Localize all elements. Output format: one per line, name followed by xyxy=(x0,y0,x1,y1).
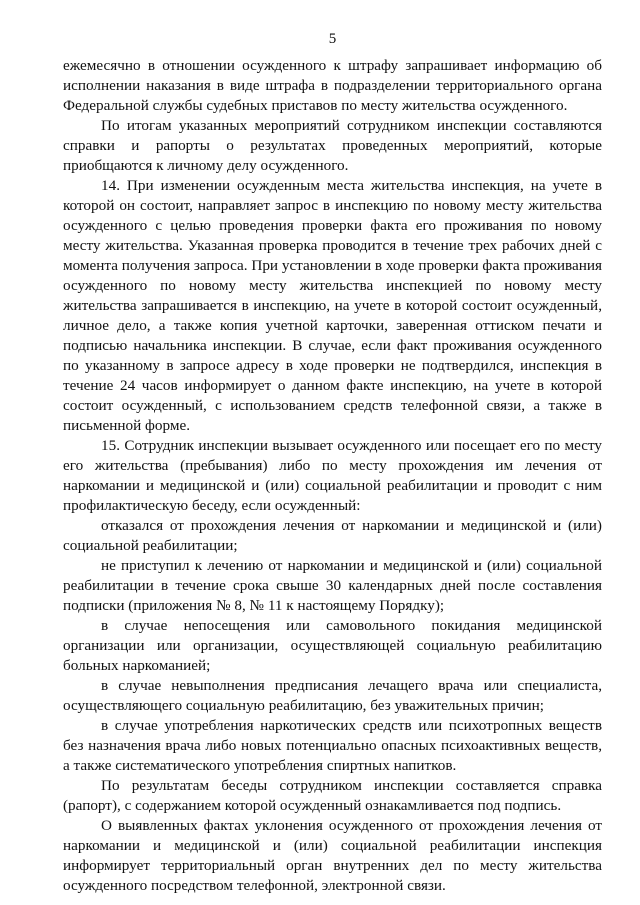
list-item-left-organization: в случае непосещения или самовольного покидания медицинской организации или организации, осуществляющей социальную реабилитацию больных наркоманией; xyxy=(63,617,602,674)
page-number: 5 xyxy=(328,31,337,47)
paragraph-fine-continuation: ежемесячно в отношении осужденного к штрафу запрашивает информацию об исполнении наказания в виде штрафа в подразделении территориального органа Федеральной службы судебных приставов по месту жительства осужденного. xyxy=(63,57,602,114)
paragraph-reports: По итогам указанных мероприятий сотрудником инспекции составляются справки и рапорты о результатах проведенных мероприятий, которые приобщаются к личному делу осужденного. xyxy=(63,117,602,174)
paragraph-conversation-report: По результатам беседы сотрудником инспекции составляется справка (рапорт), с содержанием которой осужденный ознакамливается под подпись. xyxy=(63,777,602,814)
paragraph-evasion-notice: О выявленных фактах уклонения осужденного от прохождения лечения от наркомании и медицинской и (или) социальной реабилитации инспекция информирует территориальный орган внутренних дел по месту жительства осужденного посредством телефонной, электронной связи. xyxy=(63,817,602,894)
paragraph-item-14: 14. При изменении осужденным места жительства инспекция, на учете в которой он состоит, направляет запрос в инспекцию по новому месту жительства осужденного с целью проведения проверки факта его проживания по новому месту жительства. Указанная проверка проводится в течение трех рабочих дней с момента получения запроса. При установлении в ходе проверки факта проживания осужденного по новому месту жительства инспекцией по новому месту жительства запрашивается в инспекцию, на учете в которой состоит осужденный, личное дело, а также копия учетной карточки, заверенная оттиском печати и подписью начальника инспекции. В случае, если факт проживания осужденного по указанному в запросе адресу в ходе проверки не подтвердился, инспекция в течение 24 часов информирует о данном факте инспекцию, на учете в которой состоит осужденный, с использованием средств телефонной связи, а также в письменной форме. xyxy=(63,177,603,434)
list-item-not-started-treatment: не приступил к лечению от наркомании и медицинской и (или) социальной реабилитации в течение срока свыше 30 календарных дней после составления подписки (приложения № 8, № 11 к настоящему Порядку); xyxy=(63,557,602,614)
list-item-substance-use: в случае употребления наркотических средств или психотропных веществ без назначения врача либо новых потенциально опасных психоактивных веществ, а также систематического употребления спиртных напитков. xyxy=(63,717,602,774)
paragraph-item-15: 15. Сотрудник инспекции вызывает осужденного или посещает его по месту его жительства (пребывания) либо по месту прохождения им лечения от наркомании и медицинской и (или) социальной реабилитации и проводит с ним профилактическую беседу, если осужденный: xyxy=(63,437,602,514)
list-item-refused-treatment: отказался от прохождения лечения от наркомании и медицинской и (или) социальной реабилитации; xyxy=(63,517,602,554)
list-item-prescription-violation: в случае невыполнения предписания лечащего врача или специалиста, осуществляющего социальную реабилитацию, без уважительных причин; xyxy=(63,677,602,714)
